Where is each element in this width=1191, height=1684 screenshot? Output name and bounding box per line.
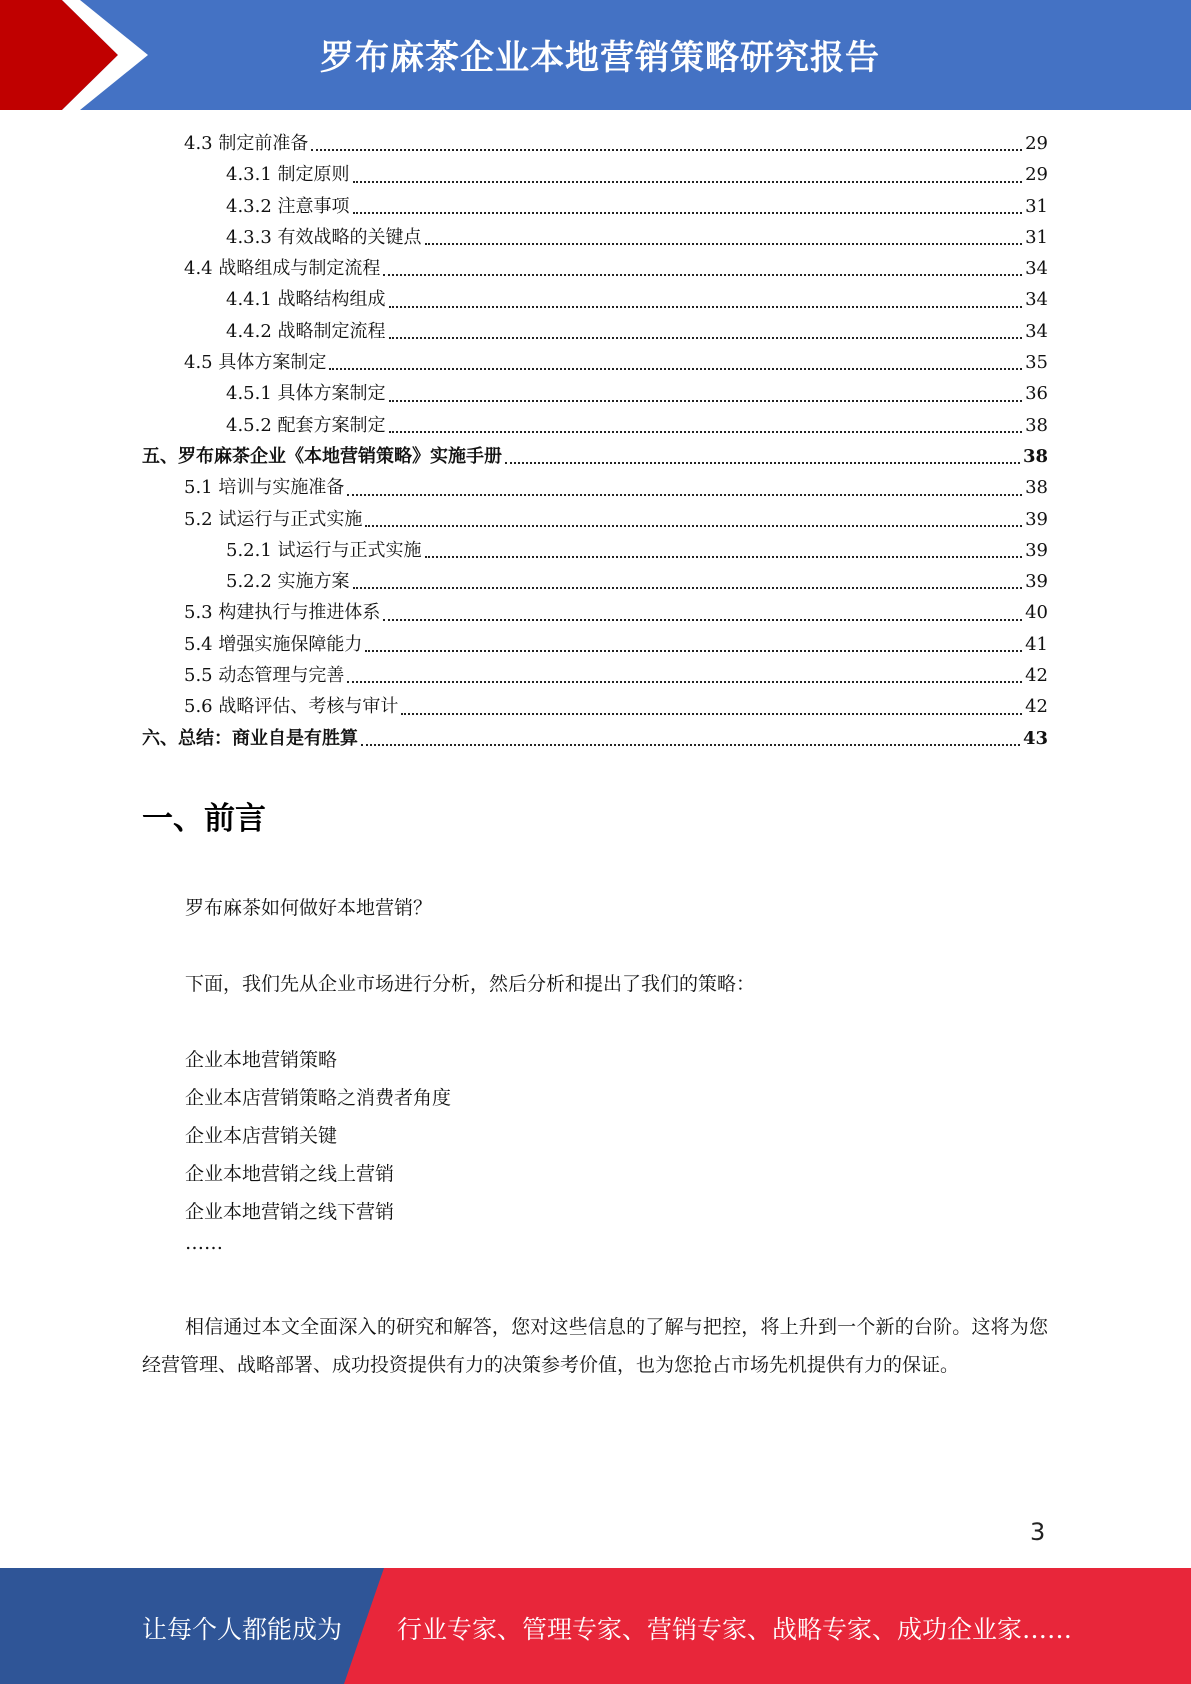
toc-dot-leader <box>353 211 1023 214</box>
list-item-ellipsis: …… <box>185 1232 223 1254</box>
toc-dot-leader <box>389 430 1023 433</box>
toc-entry[interactable] <box>142 347 1048 378</box>
page-number: 3 <box>1030 1518 1046 1546</box>
toc-entry-label: 4.4 战略组成与制定流程 <box>184 258 381 280</box>
toc-dot-leader <box>389 305 1023 308</box>
toc-entry[interactable] <box>142 691 1048 722</box>
report-title: 罗布麻茶企业本地营销策略研究报告 <box>320 38 880 78</box>
toc-dot-leader <box>311 148 1022 151</box>
toc-entry-label: 4.3 制定前准备 <box>184 133 309 154</box>
toc-page-number: 41 <box>1025 633 1048 655</box>
toc-entry[interactable] <box>142 128 1048 159</box>
footer-banner <box>0 1568 1191 1684</box>
toc-entry-label: 5.1 培训与实施准备 <box>184 477 345 499</box>
toc-dot-leader <box>361 743 1020 746</box>
list-item: 企业本店营销策略之消费者角度 <box>185 1087 452 1109</box>
toc-page-number: 42 <box>1025 665 1048 687</box>
toc-page-number: 43 <box>1022 727 1048 749</box>
list-item: 企业本地营销之线上营销 <box>185 1163 395 1185</box>
toc-page-number: 29 <box>1025 164 1048 186</box>
toc-entry[interactable] <box>142 378 1048 409</box>
toc-entry[interactable] <box>142 222 1048 253</box>
toc-entry[interactable] <box>142 535 1048 566</box>
toc-page-number: 31 <box>1025 226 1048 248</box>
toc-page-number: 42 <box>1025 696 1048 718</box>
toc-page-number: 38 <box>1025 414 1048 436</box>
toc-entry[interactable] <box>142 284 1048 315</box>
toc-dot-leader <box>347 680 1022 683</box>
toc-entry[interactable] <box>142 316 1048 347</box>
footer-slogan-right: 行业专家、管理专家、营销专家、战略专家、成功企业家…… <box>397 1615 1073 1644</box>
toc-chapter-entry[interactable] <box>142 441 1048 472</box>
toc-dot-leader <box>505 461 1020 464</box>
toc-entry[interactable] <box>142 191 1048 222</box>
toc-page-number: 38 <box>1022 445 1048 467</box>
toc-entry[interactable] <box>142 597 1048 628</box>
toc-dot-leader <box>347 493 1022 496</box>
toc-page-number: 34 <box>1025 320 1048 342</box>
toc-dot-leader <box>365 649 1022 652</box>
toc-entry-label: 4.4.1 战略结构组成 <box>226 289 386 311</box>
toc-dot-leader <box>353 586 1023 589</box>
toc-entry[interactable] <box>142 504 1048 535</box>
toc-entry-label: 4.4.2 战略制定流程 <box>226 320 386 342</box>
toc-page-number: 38 <box>1025 477 1048 499</box>
list-item: 企业本店营销关键 <box>185 1125 338 1147</box>
toc-page-number: 39 <box>1025 571 1048 593</box>
intro-paragraph: 下面，我们先从企业市场进行分析，然后分析和提出了我们的策略： <box>185 973 756 995</box>
toc-page-number: 39 <box>1025 508 1048 530</box>
toc-entry[interactable] <box>142 566 1048 597</box>
toc-dot-leader <box>383 618 1022 621</box>
toc-entry-label: 5.2 试运行与正式实施 <box>184 508 363 530</box>
toc-entry-label: 4.5.1 具体方案制定 <box>226 383 386 405</box>
toc-entry[interactable] <box>142 660 1048 691</box>
toc-page-number: 31 <box>1025 195 1048 217</box>
table-of-contents <box>142 128 1048 754</box>
toc-dot-leader <box>383 273 1022 276</box>
toc-entry-label: 5.6 战略评估、考核与审计 <box>184 696 399 718</box>
toc-entry[interactable] <box>142 472 1048 503</box>
list-item: 企业本地营销之线下营销 <box>185 1201 395 1223</box>
toc-entry-label: 5.2.1 试运行与正式实施 <box>226 539 422 561</box>
toc-entry-label: 4.5 具体方案制定 <box>184 352 327 374</box>
toc-dot-leader <box>329 367 1022 370</box>
toc-page-number: 39 <box>1025 539 1048 561</box>
toc-dot-leader <box>353 180 1023 183</box>
toc-entry-label: 5.2.2 实施方案 <box>226 571 350 593</box>
toc-entry-label: 5.3 构建执行与推进体系 <box>184 602 381 624</box>
toc-chapter-entry[interactable] <box>142 723 1048 754</box>
toc-page-number: 35 <box>1025 352 1048 374</box>
toc-page-number: 34 <box>1025 258 1048 280</box>
toc-entry-label: 4.5.2 配套方案制定 <box>226 414 386 436</box>
list-item: 企业本地营销策略 <box>185 1049 338 1071</box>
toc-entry-label: 5.4 增强实施保障能力 <box>184 633 363 655</box>
footer-slogan-left: 让每个人都能成为 <box>142 1615 343 1644</box>
toc-dot-leader <box>425 242 1023 245</box>
toc-dot-leader <box>389 399 1023 402</box>
toc-entry[interactable] <box>142 253 1048 284</box>
toc-entry[interactable] <box>142 629 1048 660</box>
closing-paragraph: 相信通过本文全面深入的研究和解答，您对这些信息的了解与把控，将上升到一个新的台阶。这将为您经营管理、战略部署、成功投资提供有力的决策参考价值，也为您抢占市场先机提供有力的保证。 <box>142 1316 1048 1376</box>
toc-page-number: 40 <box>1025 602 1048 624</box>
question-paragraph: 罗布麻茶如何做好本地营销？ <box>185 897 433 919</box>
toc-entry-label: 4.3.1 制定原则 <box>226 164 350 186</box>
toc-dot-leader <box>425 555 1023 558</box>
header-banner <box>0 0 1191 110</box>
toc-entry-label: 五、罗布麻茶企业《本地营销策略》实施手册 <box>142 445 502 467</box>
strategy-list <box>185 1041 451 1261</box>
toc-dot-leader <box>389 336 1023 339</box>
toc-entry-label: 5.5 动态管理与完善 <box>184 665 345 687</box>
toc-entry[interactable] <box>142 410 1048 441</box>
toc-entry[interactable] <box>142 159 1048 190</box>
toc-page-number: 29 <box>1025 133 1048 154</box>
toc-dot-leader <box>365 524 1022 527</box>
toc-dot-leader <box>401 712 1022 715</box>
section-heading: 一、前言 <box>142 801 266 837</box>
toc-entry-label: 4.3.3 有效战略的关键点 <box>226 226 422 248</box>
header-arrow-decoration <box>0 0 160 110</box>
toc-page-number: 34 <box>1025 289 1048 311</box>
toc-page-number: 36 <box>1025 383 1048 405</box>
toc-entry-label: 六、总结：商业自是有胜算 <box>142 727 358 749</box>
toc-entry-label: 4.3.2 注意事项 <box>226 195 350 217</box>
